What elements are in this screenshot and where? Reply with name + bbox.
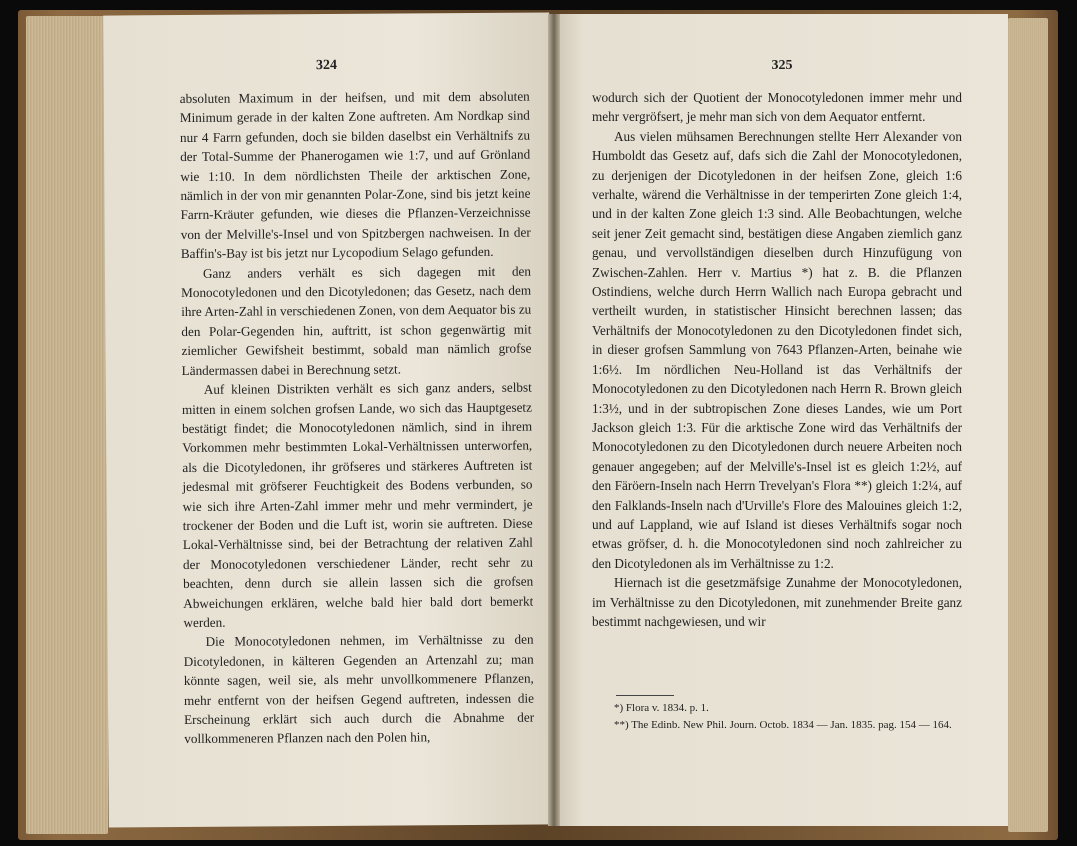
left-page [103, 12, 555, 827]
footnotes [592, 700, 962, 734]
page-edges-left [26, 16, 108, 834]
paragraph: wodurch sich der Quotient der Monocotyledonen immer mehr und mehr vergröfsert, je mehr man sich von dem Aequator entfernt. [592, 90, 962, 125]
paragraph: Auf kleinen Distrikten verhält es sich ganz anders, selbst mitten in einem solchen grofsen Lande, wo sich das Hauptgesetz bestätigt findet; die Monocotyledonen nämlich, sind in ihrem Vorkommen mehr bestimmten Lokal-Verhältnissen unterworfen, als die Dicotyledonen, ihr gröfseres und stärkeres Auftreten ist jedesmal mit gröfserer Feuchtigkeit des Bodens verbunden, so wie sich ihre Arten-Zahl immer mehr und mehr vermindert, je trockener der Boden und die Luft ist, worin sie auftreten. Diese Lokal-Verhältnisse sind, bei der Betrachtung der relativen Zahl der Monocotyledonen verschiedener Länder, recht sehr zu beachten, denn durch sie allein lassen sich die grofsen Abweichungen erklären, welche bald hier bald dort bemerkt werden. [181, 379, 534, 630]
page-number-left: 324 [315, 57, 338, 74]
right-page [556, 14, 1008, 826]
page-number-right: 325 [771, 58, 793, 73]
page-edges-right [1008, 18, 1048, 832]
paragraph: Hiernach ist die gesetzmäfsige Zunahme der Monocotyledonen, im Verhältnisse zu den Dicotyledonen, mit zunehmender Breite ganz bestimmt nachgewiesen, und wir [592, 575, 962, 629]
paragraph: Ganz anders verhält es sich dagegen mit den Monocotyledonen und den Dicotyledonen; das Gesetz, nach dem ihre Arten-Zahl in verschiedenen Zonen, von dem Aequator bis zu den Polar-Gegenden hin, auftritt, ist schon gegenwärtig mit ziemlicher Gewifsheit bestimmt, sobald man nämlich grofse Ländermassen dabei in Berechnung setzt. [181, 263, 532, 378]
footnote: *) Flora v. 1834. p. 1. [614, 702, 709, 714]
paragraph: Aus vielen mühsamen Berechnungen stellte Herr Alexander von Humboldt das Gesetz auf, dafs sich die Zahl der Monocotyledonen, zu derjenigen der Dicotyledonen in der heifsen Zone, gleich 1:6 verhalte, wärend die Verhältnisse in der temperirten Zone gleich 1:4, und in der kalten Zone gleich 1:3 sind. Alle Beobachtungen, welche seit jener Zeit gemacht sind, bestätigen diese Angaben ziemlich ganz genau, und vervollständigen dieselben durch Hinzufügung von Zwischen-Zahlen. Herr v. Martius *) hat z. B. die Pflanzen Ostindiens, welche durch Herrn Wallich nach Europa gebracht und vertheilt wurden, in statistischer Hinsicht berechnen lassen; das Verhältnifs der Monocotyledonen zu den Dicotyledonen findet sich, in dieser grofsen Sammlung von 7643 Pflanzen-Arten, beinahe wie 1:6½. Im nördlichen Neu-Holland ist das Verhältnifs der Monocotyledonen zu den Dicotyledonen nach Herrn R. Brown gleich 1:3½, und in der subtropischen Zone dieses Landes, wie um Port Jackson gleich 1:3. Für die arktische Zone wird das Verhältnifs der Monocotyledonen zu den Dicotyledonen durch neuere Arbeiten noch genauer angegeben; auf der Melville's-Insel ist es gleich 1:2½, auf den Färöern-Inseln nach Herrn Trevelyan's Flora **) gleich 1:2¼, auf den Falklands-Inseln nach d'Urville's Flore des Malouines gleich 1:2, und auf Lappland, wie auf Island ist dieses Verhältnifs sogar noch etwas gröfser, d. h. die Monocotyledonen sind noch zahlreicher zu den Dicotyledonen als im Verhältnisse zu 1:2. [592, 128, 962, 571]
paragraph: absoluten Maximum in der heifsen, und mit dem absoluten Minimum gerade in der kalten Zone auftreten. Am Nordkap sind nur 4 Farrn gefunden, doch sie bilden daselbst ein Verhältnifs zu der Total-Summe der Phanerogamen wie 1:7, und auf Grönland wie 1:10. In dem nördlichsten Theile der arktischen Zone, nämlich in der von mir genannten Polar-Zone, sind bis jetzt keine Farrn-Kräuter gefunden, wie dieses die Pflanzen-Verzeichnisse von der Melville's-Insel und von Spitzbergen nachweisen. In der Baffin's-Bay ist bis jetzt nur Lycopodium Selago gefunden. [179, 88, 531, 262]
footnote-rule [616, 695, 674, 696]
right-page-text [592, 88, 962, 631]
paragraph: Die Monocotyledonen nehmen, im Verhältnisse zu den Dicotyledonen, in kälteren Gegenden an Artenzahl zu; man könnte sagen, weil sie, als mehr unvollkommenere Pflanzen, mehr entfernt von der heifsen Gegend auftreten, indessen die Erscheinung erklärt sich auch durch die Abnahme der vollkommeneren Pflanzen nach den Polen hin, [183, 631, 535, 747]
footnote: **) The Edinb. New Phil. Journ. Octob. 1834 — Jan. 1835. pag. 154 — 164. [614, 719, 952, 731]
left-page-text [180, 87, 535, 749]
book-gutter [548, 14, 560, 826]
